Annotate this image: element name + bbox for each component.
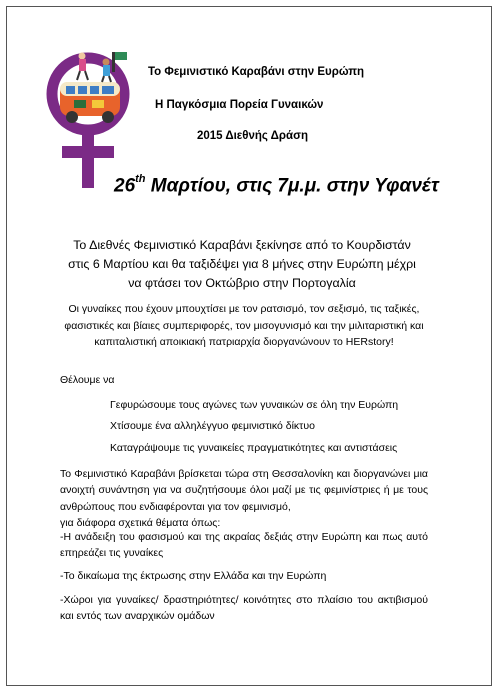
intro-paragraph: Το Διεθνές Φεμινιστικό Καραβάνι ξεκίνησε από το Κουρδιστάν στις 6 Μαρτίου και θα ταξιδέψει για 8 μήνες στην Ευρώπη μέχρι να φτάσει τον Οκτώβριο στην Πορτογαλία <box>68 238 416 290</box>
header-subtitle: Η Παγκόσμια Πορεία Γυναικών <box>155 99 324 111</box>
topic-item: -Το δικαίωμα της έκτρωσης στην Ελλάδα και την Ευρώπη <box>60 570 327 582</box>
topic-item: -Η ανάδειξη του φασισμού και της ακραίας δεξιάς στην Ευρώπη και πως αυτό επηρεάζει τις γυναίκες <box>60 531 428 560</box>
goal-item: Χτίσουμε ένα αλληλέγγυο φεμινιστικό δίκτυο <box>110 420 315 432</box>
header-action: 2015 Διεθνής Δράση <box>197 130 308 142</box>
event-time-place: Μαρτίου, στις 7μ.μ. στην Υφανέτ <box>145 175 439 197</box>
goal-item: Καταγράψουμε τις γυναικείες πραγματικότητες και αντιστάσεις <box>110 442 398 454</box>
header-title: Το Φεμινιστικό Καραβάνι στην Ευρώπη <box>148 66 365 78</box>
meeting-text-end: για διάφορα σχετικά θέματα όπως: <box>60 517 221 530</box>
goal-item: Γεφυρώσουμε τους αγώνες των γυναικών σε όλη την Ευρώπη <box>110 399 399 411</box>
feminist-caravan-logo <box>46 44 138 190</box>
topic-item: -Χώροι για γυναίκες/ δραστηριότητες/ κοινότητες στο πλαίσιο του ακτιβισμού και εντός των αναρχικών ομάδων <box>60 594 428 623</box>
event-day-suffix: th <box>135 173 146 185</box>
meeting-paragraph <box>60 466 428 532</box>
we-want-heading: Θέλουμε να <box>60 374 115 386</box>
female-symbol-crossbar <box>62 146 114 158</box>
statement-paragraph: Οι γυναίκες που έχουν μπουχτίσει με τον ρατσισμό, τον σεξισμό, τις ταξικές, φασιστικές και βίαιες συμπεριφορές, τον μισογυνισμό και την μιλιταριστική και καπιταλιστική αποικιακή πατριαρχία διοργανώνουν το HERstory! <box>64 303 424 349</box>
caravan-van-icon <box>60 82 120 123</box>
meeting-text: Το Φεμινιστικό Καραβάνι βρίσκεται τώρα στη Θεσσαλονίκη και διοργανώνει μια ανοιχτή συνάντηση για να συζητήσουμε όλοι μαζί με τις φεμινίστριες ή με τους ανθρώπους που ενδιαφέρονται για τον φεμινισμό, <box>60 468 428 513</box>
event-date <box>114 175 439 197</box>
event-day: 26 <box>114 175 136 197</box>
